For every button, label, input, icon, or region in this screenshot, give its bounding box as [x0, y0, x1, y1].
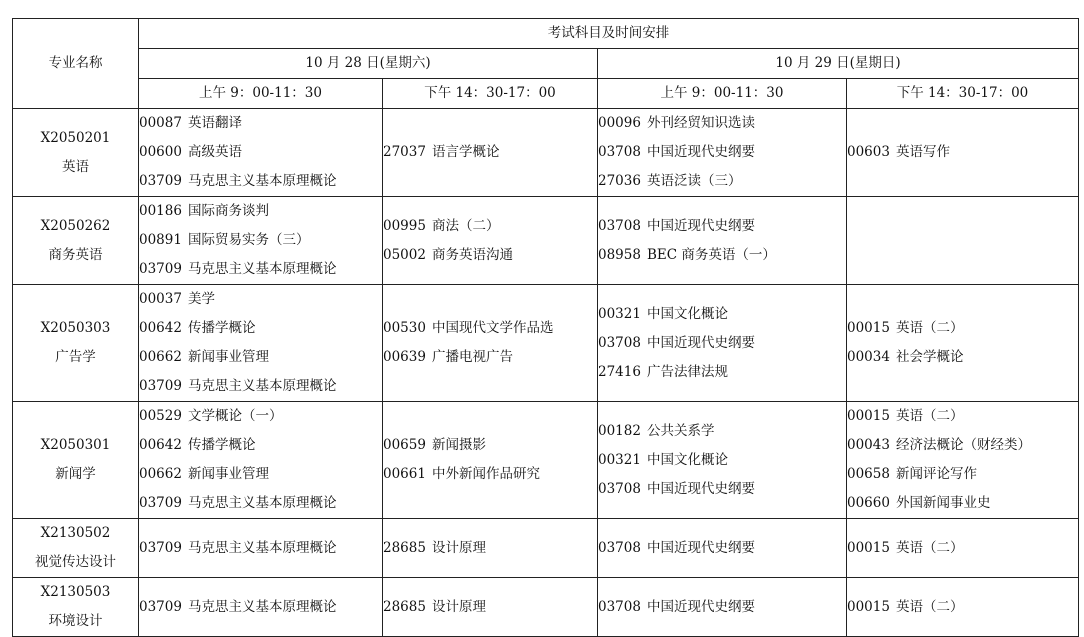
- subject-name: 马克思主义基本原理概论: [187, 598, 337, 615]
- subject-name: 中国近现代史纲要: [646, 598, 755, 615]
- subject-name: 马克思主义基本原理概论: [187, 261, 337, 277]
- table-row: [13, 519, 1079, 578]
- major-code: X2050303: [40, 320, 111, 336]
- subject-cell-d1pm: [383, 519, 598, 578]
- subject-code: 03709: [139, 495, 182, 511]
- subject-code: 00660: [847, 495, 890, 511]
- subject-code: 00529: [139, 408, 182, 424]
- major-column-header: 专业名称: [13, 19, 139, 109]
- subject-code: 03708: [598, 539, 641, 556]
- subject-name: 马克思主义基本原理概论: [187, 539, 337, 556]
- subject-name: 设计原理: [431, 539, 486, 556]
- subject-item: [383, 241, 597, 270]
- subject-name: 马克思主义基本原理概论: [187, 495, 337, 511]
- subject-code: 00015: [847, 598, 890, 615]
- subject-item: [847, 314, 1078, 343]
- table-row: [13, 402, 1079, 519]
- subject-name: 马克思主义基本原理概论: [187, 173, 337, 189]
- subject-item: [598, 358, 846, 387]
- subject-name: 商务英语沟通: [431, 246, 513, 263]
- subject-code: 00662: [139, 466, 182, 482]
- subject-code: 00530: [383, 320, 426, 336]
- subject-item: [383, 314, 597, 343]
- subject-item: [139, 167, 382, 196]
- subject-item: [383, 138, 597, 167]
- subject-item: [383, 343, 597, 372]
- subject-name: 英语（二）: [895, 408, 964, 424]
- subject-code: 00642: [139, 437, 182, 453]
- subject-item: [139, 226, 382, 255]
- subject-cell-d1am: [139, 402, 383, 519]
- subject-item: [139, 343, 382, 372]
- exam-schedule-table: [12, 18, 1079, 637]
- schedule-title: 考试科目及时间安排: [139, 19, 1079, 49]
- subject-item: [383, 593, 597, 622]
- header-row-days: [13, 49, 1079, 79]
- subject-item: [139, 314, 382, 343]
- subject-item: [847, 343, 1078, 372]
- major-code: X2130503: [40, 584, 111, 600]
- table-row: [13, 197, 1079, 285]
- subject-code: 00182: [598, 422, 641, 439]
- subject-name: 中国文化概论: [646, 305, 728, 322]
- subject-name: 英语（二）: [895, 539, 964, 556]
- major-name: 英语: [62, 158, 89, 175]
- subject-item: [139, 534, 382, 563]
- subject-name: 马克思主义基本原理概论: [187, 378, 337, 394]
- major-name: 环境设计: [48, 613, 103, 629]
- subject-code: 00662: [139, 349, 182, 365]
- subject-cell-d1pm: [383, 285, 598, 402]
- subject-code: 00658: [847, 466, 890, 482]
- subject-code: 27036: [598, 173, 641, 189]
- table-row: [13, 109, 1079, 197]
- header-row-sessions: [13, 79, 1079, 109]
- subject-item: [598, 109, 846, 138]
- subject-item: [847, 489, 1078, 518]
- subject-code: 03709: [139, 378, 182, 394]
- major-name: 视觉传达设计: [35, 554, 116, 570]
- subject-code: 28685: [383, 539, 426, 556]
- subject-code: 00321: [598, 305, 641, 322]
- subject-name: 中国现代文学作品选: [431, 320, 554, 336]
- major-cell: [13, 402, 139, 519]
- subject-code: 03708: [598, 334, 641, 351]
- major-cell: [13, 197, 139, 285]
- subject-cell-d2pm: [847, 402, 1079, 519]
- subject-item: [139, 285, 382, 314]
- subject-name: 中外新闻作品研究: [431, 466, 540, 482]
- subject-name: 外刊经贸知识选读: [646, 115, 755, 131]
- subject-code: 00015: [847, 539, 890, 556]
- subject-name: 语言学概论: [431, 144, 500, 160]
- subject-name: 新闻事业管理: [187, 466, 269, 482]
- subject-item: [598, 417, 846, 446]
- subject-cell-d1pm: [383, 402, 598, 519]
- subject-item: [847, 431, 1078, 460]
- subject-cell-d1am: [139, 519, 383, 578]
- subject-item: [847, 534, 1078, 563]
- subject-item: [139, 431, 382, 460]
- subject-item: [598, 241, 846, 270]
- subject-item: [598, 212, 846, 241]
- subject-item: [598, 534, 846, 563]
- exam-schedule: [12, 18, 1079, 637]
- subject-code: 00034: [847, 349, 890, 365]
- day2-header: 10 月 29 日(星期日): [598, 49, 1079, 79]
- subject-item: [139, 460, 382, 489]
- subject-item: [598, 167, 846, 196]
- subject-code: 00659: [383, 437, 426, 453]
- subject-name: 广播电视广告: [431, 349, 513, 365]
- subject-code: 00642: [139, 320, 182, 336]
- subject-code: 03709: [139, 598, 182, 615]
- subject-cell-d2am: [598, 578, 847, 637]
- subject-code: 00603: [847, 144, 890, 160]
- subject-name: 外国新闻事业史: [895, 495, 991, 511]
- major-cell: [13, 109, 139, 197]
- subject-name: 高级英语: [187, 144, 242, 160]
- subject-name: 公共关系学: [646, 422, 715, 439]
- day2-pm-header: 下午 14：30-17：00: [847, 79, 1079, 109]
- subject-item: [139, 255, 382, 284]
- subject-item: [598, 138, 846, 167]
- major-cell: [13, 285, 139, 402]
- subject-name: 传播学概论: [187, 437, 256, 453]
- subject-code: 00186: [139, 203, 182, 219]
- subject-name: 传播学概论: [187, 320, 256, 336]
- major-cell: [13, 578, 139, 637]
- subject-item: [598, 329, 846, 358]
- subject-item: [383, 460, 597, 489]
- subject-cell-d1am: [139, 578, 383, 637]
- subject-name: 中国近现代史纲要: [646, 144, 755, 160]
- subject-item: [847, 593, 1078, 622]
- subject-code: 03708: [598, 217, 641, 234]
- subject-name: 中国近现代史纲要: [646, 480, 755, 497]
- subject-code: 00037: [139, 291, 182, 307]
- subject-code: 08958: [598, 246, 641, 263]
- subject-item: [383, 431, 597, 460]
- subject-name: BEC 商务英语（一）: [646, 246, 776, 263]
- major-name: 商务英语: [48, 246, 103, 263]
- subject-code: 00600: [139, 144, 182, 160]
- subject-item: [139, 138, 382, 167]
- major-name: 新闻学: [55, 466, 96, 482]
- subject-name: 商法（二）: [431, 217, 500, 234]
- subject-name: 新闻评论写作: [895, 466, 977, 482]
- major-name: 广告学: [55, 349, 96, 365]
- subject-cell-d2am: [598, 519, 847, 578]
- subject-code: 03708: [598, 598, 641, 615]
- subject-item: [139, 197, 382, 226]
- subject-cell-d1am: [139, 285, 383, 402]
- subject-cell-d2pm: [847, 285, 1079, 402]
- subject-code: 27037: [383, 144, 426, 160]
- major-code: X2050201: [40, 129, 111, 146]
- subject-cell-d1pm: [383, 109, 598, 197]
- subject-code: 00995: [383, 217, 426, 234]
- subject-name: 国际商务谈判: [187, 203, 269, 219]
- subject-code: 03708: [598, 144, 641, 160]
- subject-code: 03709: [139, 173, 182, 189]
- subject-cell-d2pm: [847, 109, 1079, 197]
- subject-name: 社会学概论: [895, 349, 964, 365]
- subject-name: 文学概论（一）: [187, 408, 283, 424]
- table-row: [13, 578, 1079, 637]
- subject-item: [139, 372, 382, 401]
- subject-code: 28685: [383, 598, 426, 615]
- major-code: X2050262: [40, 217, 111, 234]
- subject-code: 00015: [847, 320, 890, 336]
- major-code: X2050301: [40, 437, 111, 453]
- subject-cell-d1am: [139, 109, 383, 197]
- subject-name: 新闻事业管理: [187, 349, 269, 365]
- subject-code: 05002: [383, 246, 426, 263]
- subject-item: [139, 593, 382, 622]
- subject-item: [383, 212, 597, 241]
- subject-code: 00087: [139, 115, 182, 131]
- subject-code: 00043: [847, 437, 890, 453]
- subject-cell-d1am: [139, 197, 383, 285]
- subject-item: [598, 446, 846, 475]
- subject-cell-d2am: [598, 402, 847, 519]
- subject-code: 00096: [598, 115, 641, 131]
- subject-item: [847, 402, 1078, 431]
- day1-pm-header: 下午 14：30-17：00: [383, 79, 598, 109]
- subject-cell-d2pm: [847, 578, 1079, 637]
- subject-name: 美学: [187, 291, 215, 307]
- subject-code: 00639: [383, 349, 426, 365]
- subject-name: 中国文化概论: [646, 451, 728, 468]
- subject-name: 新闻摄影: [431, 437, 486, 453]
- subject-name: 中国近现代史纲要: [646, 217, 755, 234]
- subject-code: 03708: [598, 480, 641, 497]
- subject-item: [598, 300, 846, 329]
- subject-code: 00891: [139, 232, 182, 248]
- subject-code: 00015: [847, 408, 890, 424]
- subject-name: 英语（二）: [895, 598, 964, 615]
- subject-name: 经济法概论（财经类）: [895, 437, 1031, 453]
- major-cell: [13, 519, 139, 578]
- subject-name: 设计原理: [431, 598, 486, 615]
- subject-item: [847, 460, 1078, 489]
- subject-code: 03709: [139, 539, 182, 556]
- subject-item: [598, 475, 846, 504]
- day1-header: 10 月 28 日(星期六): [139, 49, 598, 79]
- subject-item: [139, 489, 382, 518]
- subject-name: 中国近现代史纲要: [646, 539, 755, 556]
- subject-name: 英语写作: [895, 144, 950, 160]
- subject-name: 中国近现代史纲要: [646, 334, 755, 351]
- subject-name: 国际贸易实务（三）: [187, 232, 310, 248]
- day2-am-header: 上午 9：00-11：30: [598, 79, 847, 109]
- subject-code: 03709: [139, 261, 182, 277]
- subject-item: [598, 593, 846, 622]
- header-row-title: [13, 19, 1079, 49]
- subject-cell-d2pm: [847, 519, 1079, 578]
- subject-cell-d2am: [598, 197, 847, 285]
- day1-am-header: 上午 9：00-11：30: [139, 79, 383, 109]
- subject-name: 英语泛读（三）: [646, 173, 742, 189]
- subject-item: [847, 138, 1078, 167]
- subject-name: 英语翻译: [187, 115, 242, 131]
- subject-item: [139, 109, 382, 138]
- subject-cell-d2am: [598, 109, 847, 197]
- major-code: X2130502: [40, 525, 111, 541]
- subject-item: [383, 534, 597, 563]
- subject-code: 00321: [598, 451, 641, 468]
- subject-cell-d2pm: [847, 197, 1079, 285]
- subject-cell-d1pm: [383, 197, 598, 285]
- subject-name: 广告法律法规: [646, 363, 728, 380]
- subject-cell-d1pm: [383, 578, 598, 637]
- subject-code: 27416: [598, 363, 641, 380]
- subject-name: 英语（二）: [895, 320, 964, 336]
- table-row: [13, 285, 1079, 402]
- subject-item: [139, 402, 382, 431]
- subject-cell-d2am: [598, 285, 847, 402]
- subject-code: 00661: [383, 466, 426, 482]
